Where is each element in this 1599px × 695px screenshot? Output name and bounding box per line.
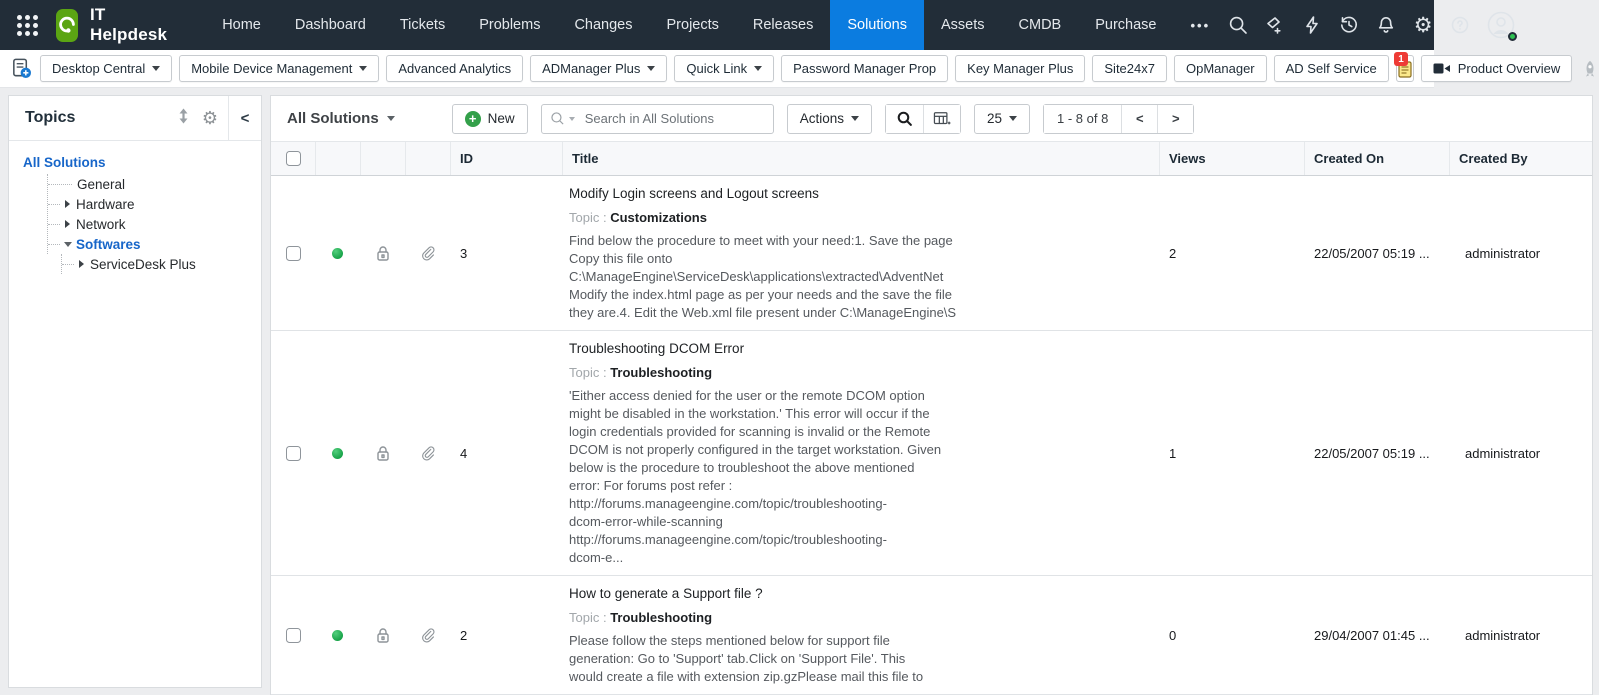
id-column-header[interactable]: ID bbox=[450, 142, 562, 175]
search-icon bbox=[550, 111, 565, 126]
created-by-value: administrator bbox=[1465, 445, 1541, 461]
solution-title[interactable]: Modify Login screens and Logout screens bbox=[569, 186, 819, 201]
solution-id: 3 bbox=[460, 245, 468, 261]
topics-settings-gear-icon[interactable]: ⚙ bbox=[201, 108, 218, 128]
add-column-icon[interactable] bbox=[923, 105, 960, 133]
app-grid-icon[interactable] bbox=[17, 15, 38, 36]
approved-status-icon bbox=[332, 448, 343, 459]
collapse-arrow-icon bbox=[64, 242, 72, 247]
search-icon[interactable] bbox=[1227, 14, 1249, 36]
nav-item-releases[interactable]: Releases bbox=[752, 17, 814, 33]
nav-item-dashboard[interactable]: Dashboard bbox=[294, 17, 366, 33]
list-search-box[interactable] bbox=[541, 104, 774, 134]
views-count: 2 bbox=[1169, 245, 1177, 261]
quicklaunch-desktop-central[interactable]: Desktop Central bbox=[40, 55, 172, 82]
collapse-sidebar-icon[interactable]: < bbox=[228, 96, 261, 141]
tree-item-hardware[interactable]: Hardware bbox=[48, 194, 261, 214]
nav-item-assets[interactable]: Assets bbox=[941, 17, 985, 33]
quicklaunch-key-manager-plus[interactable]: Key Manager Plus bbox=[955, 55, 1085, 82]
quicklaunch-opmanager[interactable]: OpManager bbox=[1174, 55, 1267, 82]
table-row[interactable] bbox=[271, 331, 1592, 576]
lock-column-header bbox=[360, 142, 405, 175]
solution-id: 2 bbox=[460, 627, 468, 643]
tree-item-servicedesk-plus[interactable]: ServiceDesk Plus bbox=[62, 254, 261, 274]
nav-item-projects[interactable]: Projects bbox=[666, 17, 719, 33]
select-all-checkbox[interactable] bbox=[286, 151, 301, 166]
notification-badge[interactable]: 1 bbox=[1394, 52, 1408, 66]
solution-title[interactable]: How to generate a Support file ? bbox=[569, 586, 763, 601]
created-by-value: administrator bbox=[1465, 245, 1541, 261]
nav-item-tickets[interactable]: Tickets bbox=[399, 17, 446, 33]
new-solution-button[interactable]: + New bbox=[452, 104, 528, 134]
release-rocket-icon[interactable] bbox=[1581, 55, 1599, 82]
sort-topics-icon[interactable] bbox=[177, 108, 190, 129]
topic-label: Topic : bbox=[569, 210, 611, 225]
quicklaunch-advanced-analytics[interactable]: Advanced Analytics bbox=[386, 55, 523, 82]
title-column-header[interactable]: Title bbox=[562, 142, 1159, 175]
nav-item-changes[interactable]: Changes bbox=[574, 17, 633, 33]
search-input[interactable] bbox=[585, 111, 765, 126]
solution-title[interactable]: Troubleshooting DCOM Error bbox=[569, 341, 745, 356]
settings-gear-icon[interactable]: ⚙ bbox=[1413, 13, 1433, 37]
lock-icon bbox=[360, 331, 405, 575]
select-all-checkbox-cell bbox=[271, 142, 315, 175]
sidebar-title: Topics bbox=[25, 109, 76, 126]
nav-item-home[interactable]: Home bbox=[222, 17, 261, 33]
chevron-down-icon bbox=[754, 66, 762, 71]
pagination-range: 1 - 8 of 8 bbox=[1044, 105, 1121, 133]
nav-item-cmdb[interactable]: CMDB bbox=[1018, 17, 1062, 33]
tree-item-softwares[interactable]: Softwares bbox=[48, 234, 261, 254]
quick-launch-buttons bbox=[40, 55, 1389, 82]
view-selector[interactable]: All Solutions bbox=[287, 110, 395, 127]
table-row[interactable] bbox=[271, 176, 1592, 331]
solutions-panel bbox=[270, 95, 1593, 695]
help-icon[interactable] bbox=[1449, 14, 1471, 36]
created-on-value: 29/04/2007 01:45 ... bbox=[1314, 627, 1430, 643]
solution-description: Please follow the steps mentioned below for support file generation: Go to 'Support' tab.Click on 'Support File'. This would create a file with extension zip.gzPlease mail this file to bbox=[569, 633, 924, 684]
top-navbar bbox=[0, 0, 1434, 50]
chevron-down-icon bbox=[359, 66, 367, 71]
solution-id: 4 bbox=[460, 445, 468, 461]
tree-item-network[interactable]: Network bbox=[48, 214, 261, 234]
main-navigation bbox=[205, 0, 1227, 50]
create-report-icon[interactable] bbox=[10, 55, 33, 82]
chevron-down-icon bbox=[152, 66, 160, 71]
table-row[interactable] bbox=[271, 576, 1592, 695]
topic-label: Topic : bbox=[569, 365, 611, 380]
navbar-right-icons bbox=[1227, 10, 1532, 40]
chevron-down-icon bbox=[647, 66, 655, 71]
page-size-select[interactable]: 25 bbox=[974, 104, 1030, 134]
topics-sidebar bbox=[8, 95, 262, 688]
solution-description: Find below the procedure to meet with your need:1. Save the page Copy this file onto C:\ManageEngine\ServiceDesk\applications\extracted\AdventNet Modify the index.html page as per your needs and the save the file they are.4. Edit the Web.xml file present under C:\ManageEngine\S bbox=[569, 233, 957, 320]
tree-item-all-solutions[interactable]: All Solutions bbox=[23, 155, 106, 170]
created-by-value: administrator bbox=[1465, 627, 1541, 643]
table-body bbox=[271, 176, 1592, 695]
solution-description: 'Either access denied for the user or the remote DCOM option might be disabled in the workstation.' This error will occur if the login credentials provided for scanning is invalid or the Remote DCOM is not properly configured in the target workstation. Given below is the procedure to troubleshoot the above mentioned error: For forums post refer : http://forums.manageengine.com/topic/troubleshooting- dcom-error-while-scanning http://forums.manageengine.com/topic/troubleshooting- dcom-e... bbox=[569, 388, 942, 565]
quicklaunch-site24x7[interactable]: Site24x7 bbox=[1092, 55, 1167, 82]
previous-page-button[interactable]: < bbox=[1121, 105, 1157, 133]
chevron-down-icon bbox=[1009, 116, 1017, 121]
servicedesk-logo-icon[interactable] bbox=[56, 9, 78, 42]
nav-item-more[interactable]: ••• bbox=[1190, 17, 1211, 33]
product-overview-button[interactable]: Product Overview bbox=[1421, 55, 1573, 82]
plus-icon: + bbox=[465, 111, 481, 127]
notifications-bell-icon[interactable] bbox=[1375, 14, 1397, 36]
whats-new-icon[interactable] bbox=[1264, 14, 1286, 36]
approved-status-icon bbox=[332, 248, 343, 259]
created-by-column-header[interactable]: Created By bbox=[1449, 142, 1592, 175]
actions-button[interactable]: Actions bbox=[787, 104, 872, 134]
solution-summary bbox=[562, 576, 1159, 694]
user-avatar[interactable] bbox=[1486, 10, 1516, 40]
quicklaunch-admanager-plus[interactable]: ADManager Plus bbox=[530, 55, 667, 82]
lock-icon bbox=[360, 176, 405, 330]
tree-item-general[interactable]: General bbox=[48, 174, 261, 194]
lock-icon bbox=[360, 576, 405, 694]
created-on-column-header[interactable]: Created On bbox=[1304, 142, 1449, 175]
quick-actions-icon[interactable] bbox=[1301, 14, 1323, 36]
nav-item-purchase[interactable]: Purchase bbox=[1095, 17, 1157, 33]
quicklaunch-ad-self-service[interactable]: AD Self Service bbox=[1274, 55, 1389, 82]
advanced-search-icon[interactable] bbox=[886, 105, 923, 133]
chevron-down-icon bbox=[851, 116, 859, 121]
search-scope-caret-icon bbox=[569, 117, 575, 121]
pagination bbox=[1043, 104, 1194, 134]
attachment-paperclip-icon bbox=[405, 331, 450, 575]
list-toolbar bbox=[271, 96, 1592, 141]
quicklaunch-mobile-device-management[interactable]: Mobile Device Management bbox=[179, 55, 379, 82]
expand-arrow-icon bbox=[79, 260, 84, 268]
topic-label: Topic : bbox=[569, 610, 611, 625]
next-page-button[interactable]: > bbox=[1157, 105, 1193, 133]
approved-status-icon bbox=[332, 630, 343, 641]
expand-arrow-icon bbox=[65, 220, 70, 228]
quicklaunch-quick-link[interactable]: Quick Link bbox=[674, 55, 774, 82]
table-header bbox=[271, 141, 1592, 176]
solution-summary bbox=[562, 331, 1159, 575]
sidebar-header bbox=[9, 96, 261, 141]
solution-summary bbox=[562, 176, 1159, 330]
views-count: 0 bbox=[1169, 627, 1177, 643]
topic-value: Troubleshooting bbox=[610, 610, 713, 625]
topic-value: Customizations bbox=[610, 210, 707, 225]
row-checkbox[interactable] bbox=[286, 628, 301, 643]
created-on-value: 22/05/2007 05:19 ... bbox=[1314, 445, 1430, 461]
created-on-value: 22/05/2007 05:19 ... bbox=[1314, 245, 1430, 261]
quick-launch-bar bbox=[0, 50, 1561, 88]
product-title: IT Helpdesk bbox=[90, 5, 168, 44]
attachment-paperclip-icon bbox=[405, 176, 450, 330]
attachment-column-header bbox=[405, 142, 450, 175]
status-column-header bbox=[315, 142, 360, 175]
row-checkbox[interactable] bbox=[286, 446, 301, 461]
views-column-header[interactable]: Views bbox=[1159, 142, 1304, 175]
expand-arrow-icon bbox=[65, 200, 70, 208]
quicklaunch-password-manager-prop[interactable]: Password Manager Prop bbox=[781, 55, 948, 82]
attachment-paperclip-icon bbox=[405, 576, 450, 694]
nav-item-problems[interactable]: Problems bbox=[479, 17, 541, 33]
row-checkbox[interactable] bbox=[286, 246, 301, 261]
topic-value: Troubleshooting bbox=[610, 365, 713, 380]
views-count: 1 bbox=[1169, 445, 1177, 461]
chevron-down-icon bbox=[387, 116, 395, 121]
nav-item-solutions[interactable]: Solutions bbox=[830, 0, 924, 50]
history-icon[interactable] bbox=[1338, 14, 1360, 36]
video-camera-icon bbox=[1433, 62, 1451, 75]
topics-tree bbox=[9, 141, 261, 274]
